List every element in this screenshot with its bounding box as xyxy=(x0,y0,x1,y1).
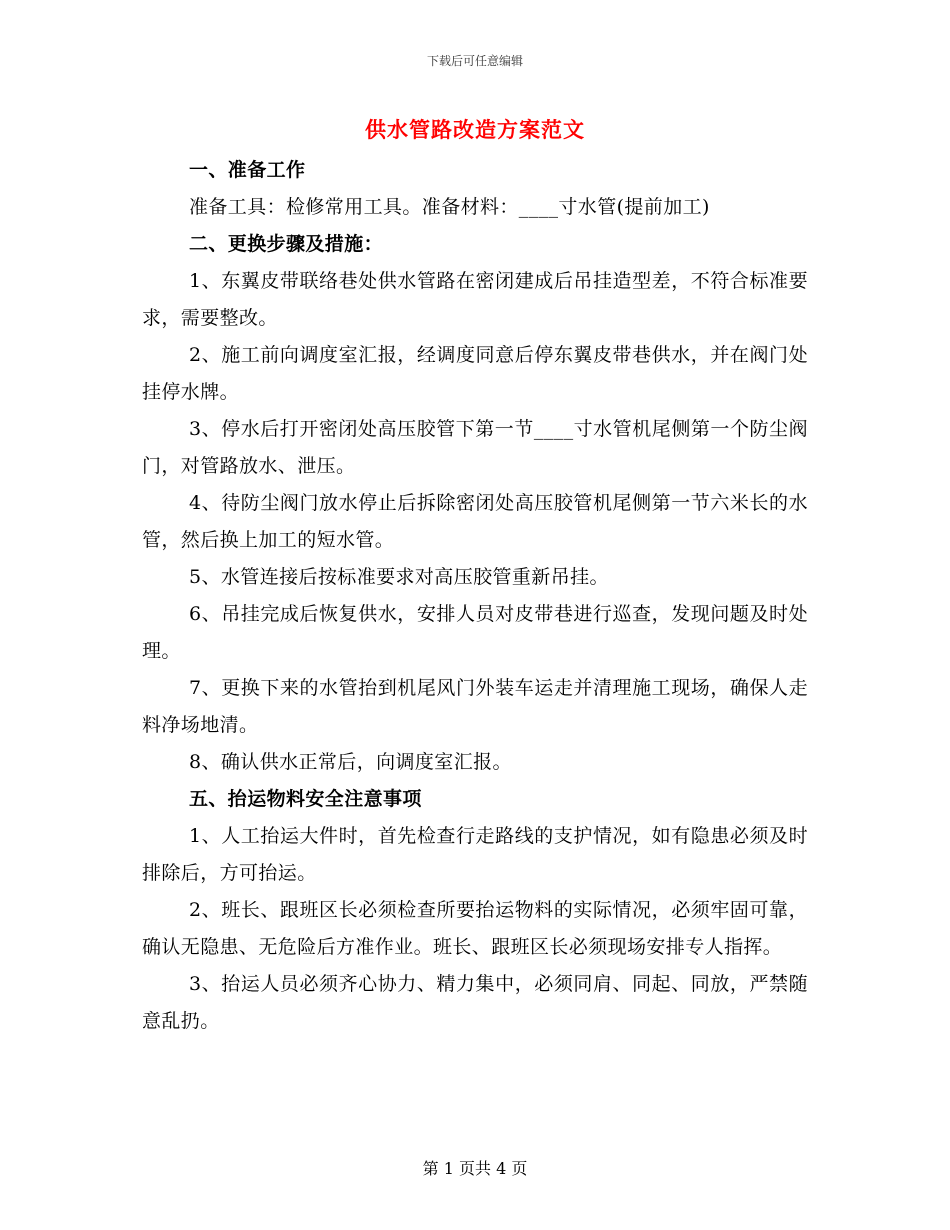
paragraph-safety-2: 2、班长、跟班区长必须检查所要抬运物料的实际情况，必须牢固可靠，确认无隐患、无危险后方准作业。班长、跟班区长必须现场安排专人指挥。 xyxy=(142,899,808,958)
paragraph-step-5: 5、水管连接后按标准要求对高压胶管重新吊挂。 xyxy=(189,566,609,588)
section-heading-steps: 二、更换步骤及措施： xyxy=(189,233,384,255)
header-note: 下载后可任意编辑 xyxy=(426,54,523,68)
paragraph-step-8: 8、确认供水正常后，向调度室汇报。 xyxy=(189,751,512,773)
section-heading-preparation: 一、准备工作 xyxy=(189,159,306,181)
document-title: 供水管路改造方案范文 xyxy=(365,117,585,142)
paragraph-step-2: 2、施工前向调度室汇报，经调度同意后停东翼皮带巷供水，并在阀门处挂停水牌。 xyxy=(142,344,808,403)
paragraph-step-3: 3、停水后打开密闭处高压胶管下第一节____寸水管机尾侧第一个防尘阀门，对管路放水、泄压。 xyxy=(142,418,808,477)
paragraph-safety-1: 1、人工抬运大件时，首先检查行走路线的支护情况，如有隐患必须及时排除后，方可抬运。 xyxy=(142,825,808,884)
paragraph-safety-3: 3、抬运人员必须齐心协力、精力集中，必须同肩、同起、同放，严禁随意乱扔。 xyxy=(142,973,808,1032)
document-body xyxy=(142,152,808,1040)
paragraph-tools-materials: 准备工具：检修常用工具。准备材料：____寸水管(提前加工) xyxy=(189,196,710,218)
paragraph-step-7: 7、更换下来的水管抬到机尾风门外装车运走并清理施工现场，确保人走料净场地清。 xyxy=(142,677,808,736)
paragraph-step-1: 1、东翼皮带联络巷处供水管路在密闭建成后吊挂造型差，不符合标准要求，需要整改。 xyxy=(142,270,808,329)
page-indicator: 第 1 页共 4 页 xyxy=(422,1159,528,1178)
paragraph-step-4: 4、待防尘阀门放水停止后拆除密闭处高压胶管机尾侧第一节六米长的水管，然后换上加工的短水管。 xyxy=(142,492,808,551)
section-heading-safety: 五、抬运物料安全注意事项 xyxy=(189,788,422,810)
paragraph-step-6: 6、吊挂完成后恢复供水，安排人员对皮带巷进行巡查，发现问题及时处理。 xyxy=(142,603,808,662)
